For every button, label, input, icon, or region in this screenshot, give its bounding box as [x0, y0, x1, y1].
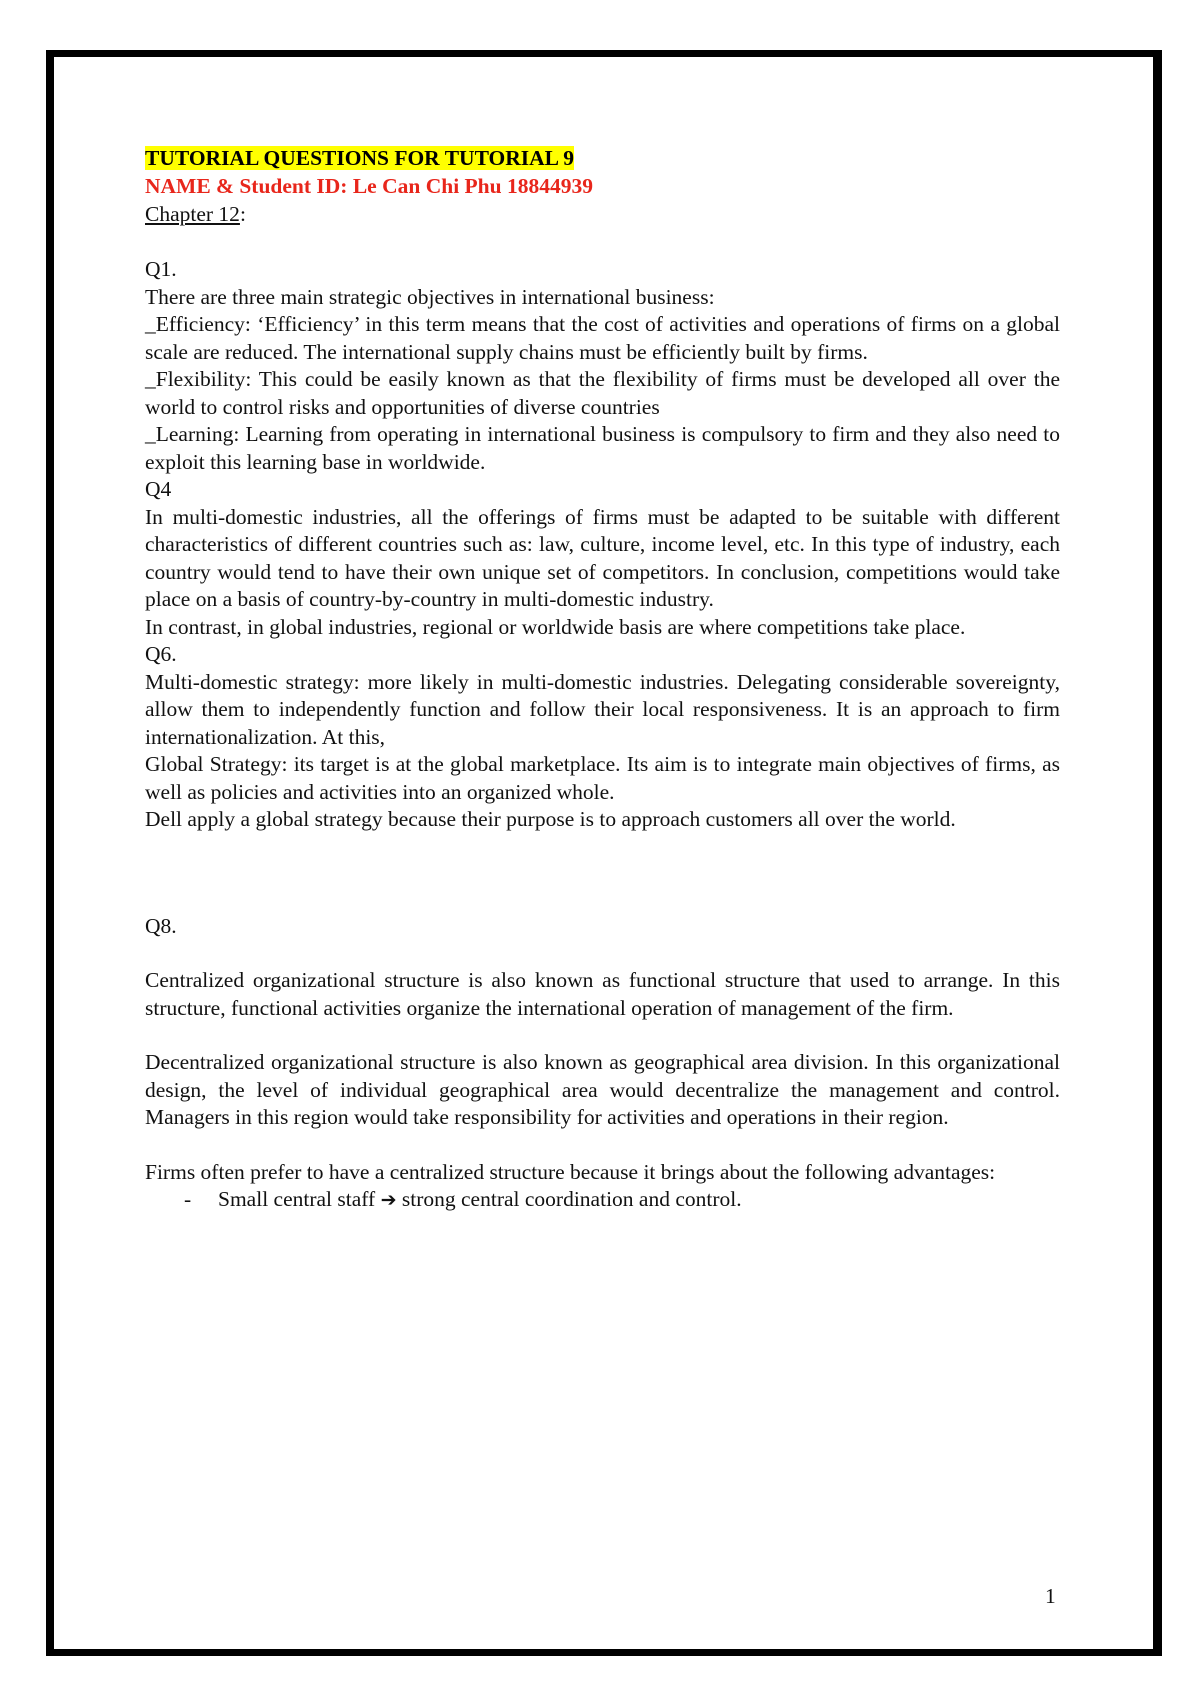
list-item-text-before: Small central staff [218, 1187, 376, 1211]
question-label-q1: Q1. [145, 257, 177, 281]
page-number: 1 [1045, 1584, 1056, 1608]
document-body [145, 145, 1060, 1215]
list-item [145, 1186, 1060, 1215]
chapter-heading [145, 201, 1060, 229]
q8-centralized: Centralized organizational structure is also known as functional structure that used to arrange. In this structure, functional activities organize the international operation of management of the firm. [145, 968, 1060, 1020]
advantages-list [145, 1186, 1060, 1215]
q1-flexibility: _Flexibility: This could be easily known as that the flexibility of firms must be developed all over the world to control risks and opportunities of diverse countries [145, 367, 1060, 419]
chapter-colon: : [239, 201, 246, 226]
chapter-label: Chapter 12 [145, 201, 240, 226]
document-title: TUTORIAL QUESTIONS FOR TUTORIAL 9 [145, 146, 574, 170]
question-label-q6: Q6. [145, 642, 177, 666]
q6-dell: Dell apply a global strategy because their purpose is to approach customers all over the world. [145, 807, 956, 831]
q4-global: In contrast, in global industries, regional or worldwide basis are where competitions take place. [145, 614, 966, 639]
q6-global-strategy: Global Strategy: its target is at the global marketplace. Its aim is to integrate main objectives of firms, as well as policies and activities into an organized whole. [145, 752, 1060, 804]
question-label-q8: Q8. [145, 913, 177, 938]
q1-learning: _Learning: Learning from operating in international business is compulsory to firm and they also need to exploit this learning base in worldwide. [145, 422, 1060, 474]
q8-advantages-intro: Firms often prefer to have a centralized structure because it brings about the following advantages: [145, 1159, 996, 1184]
q8-decentralized: Decentralized organizational structure is also known as geographical area division. In this organizational design, the level of individual geographical area would decentralize the management and control. Managers in this region would take responsibility for activities and operations in their region. [145, 1050, 1060, 1129]
question-label-q4: Q4 [145, 477, 172, 501]
q4-multidomestic: In multi-domestic industries, all the offerings of firms must be adapted to be suitable with different characteristics of different countries such as: law, culture, income level, etc. In this type of industry, each country would tend to have their own unique set of competitors. In conclusion, competitions would take place on a basis of country-by-country in multi-domestic industry. [145, 504, 1060, 611]
list-item-text-after: strong central coordination and control. [401, 1187, 742, 1211]
document-title-line [145, 145, 1060, 173]
student-name-id: NAME & Student ID: Le Can Chi Phu 18844939 [145, 174, 593, 198]
list-bullet: - [184, 1187, 192, 1211]
q6-multidomestic-strategy: Multi-domestic strategy: more likely in multi-domestic industries. Delegating considerable sovereignty, allow them to independently function and follow their local responsiveness. It is an approach to firm internationalization. At this, [145, 669, 1060, 749]
q1-efficiency: _Efficiency: ‘Efficiency’ in this term means that the cost of activities and operations of firms on a global scale are reduced. The international supply chains must be efficiently built by firms. [145, 312, 1060, 364]
q1-intro: There are three main strategic objectives in international business: [145, 284, 715, 309]
arrow-right-icon: ➔ [380, 1189, 397, 1211]
